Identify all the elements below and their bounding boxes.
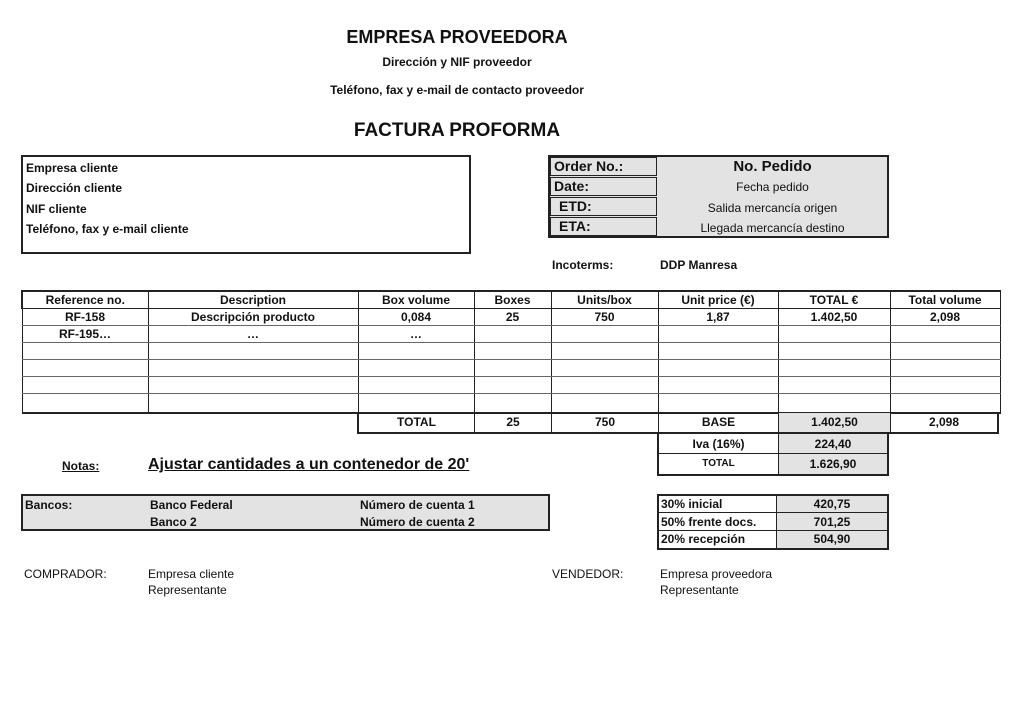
payment-label: 50% frente docs.: [659, 513, 777, 531]
col-header-boxes: Boxes: [474, 291, 551, 309]
payment-value: 701,25: [777, 513, 887, 531]
totals-row: [357, 413, 999, 434]
bank-account: Número de cuenta 2: [360, 515, 475, 529]
base-value: 1.402,50: [779, 413, 891, 432]
tax-summary: [657, 434, 889, 476]
totals-boxes: 25: [475, 413, 552, 432]
grand-total-label: TOTAL: [659, 454, 779, 474]
cell-description: [148, 343, 358, 360]
cell-units-box: [551, 360, 658, 377]
table-row: [22, 377, 1000, 394]
supplier-contact: Teléfono, fax y e-mail de contacto proveedor: [330, 83, 584, 97]
incoterms-value: DDP Manresa: [660, 258, 738, 272]
cell-total-volume: [890, 343, 1000, 360]
supplier-name: EMPRESA PROVEEDORA: [346, 27, 568, 47]
client-info-box: [21, 155, 471, 254]
cell-box-volume: [358, 394, 474, 414]
cell-boxes: [474, 377, 551, 394]
cell-box-volume: [358, 377, 474, 394]
cell-total-volume: [890, 377, 1000, 394]
order-info-box: [548, 155, 889, 238]
client-nif: NIF cliente: [26, 202, 87, 216]
banks-label: Bancos:: [25, 498, 73, 512]
cell-unit-price: [658, 394, 778, 414]
cell-total-volume: [890, 394, 1000, 414]
cell-total: [778, 360, 890, 377]
cell-reference: RF-195…: [22, 326, 148, 343]
cell-boxes: [474, 343, 551, 360]
cell-unit-price: 1,87: [658, 309, 778, 326]
client-company: Empresa cliente: [26, 161, 119, 175]
cell-total: [778, 343, 890, 360]
cell-units-box: [551, 377, 658, 394]
cell-total-volume: [890, 360, 1000, 377]
notes-text: Ajustar cantidades a un contenedor de 20': [148, 456, 470, 473]
cell-reference: [22, 343, 148, 360]
cell-box-volume: …: [358, 326, 474, 343]
cell-units-box: [551, 394, 658, 414]
cell-units-box: [551, 326, 658, 343]
client-address: Dirección cliente: [26, 181, 123, 195]
cell-box-volume: 0,084: [358, 309, 474, 326]
cell-boxes: [474, 360, 551, 377]
cell-boxes: 25: [474, 309, 551, 326]
payment-value: 504,90: [777, 531, 887, 548]
incoterms-label: Incoterms:: [552, 258, 614, 272]
totals-label: TOTAL: [359, 413, 475, 432]
cell-description: Descripción producto: [148, 309, 358, 326]
cell-total: [778, 377, 890, 394]
order-no-value: No. Pedido: [733, 158, 812, 175]
cell-box-volume: [358, 360, 474, 377]
payment-schedule: [657, 494, 889, 550]
table-row: [22, 343, 1000, 360]
bank-account: Número de cuenta 1: [360, 498, 475, 512]
cell-total: [778, 326, 890, 343]
seller-company: Empresa proveedora: [660, 567, 773, 581]
bank-name: Banco 2: [150, 515, 197, 529]
table-header-row: [22, 291, 1000, 309]
cell-unit-price: [658, 377, 778, 394]
banks-box: [21, 494, 550, 531]
order-no-label: Order No.:: [550, 157, 657, 176]
col-header-units-box: Units/box: [551, 291, 658, 309]
buyer-company: Empresa cliente: [148, 567, 235, 581]
eta-label: ETA:: [550, 217, 657, 236]
document-title: FACTURA PROFORMA: [353, 120, 561, 141]
totals-units: 750: [552, 413, 659, 432]
cell-boxes: [474, 326, 551, 343]
cell-reference: [22, 360, 148, 377]
seller-representative: Representante: [660, 583, 739, 597]
table-row: [22, 394, 1000, 414]
col-header-reference: Reference no.: [22, 291, 148, 309]
cell-box-volume: [358, 343, 474, 360]
cell-boxes: [474, 394, 551, 414]
table-row: [22, 326, 1000, 343]
table-row: [22, 309, 1000, 326]
cell-total-volume: [890, 326, 1000, 343]
bank-name: Banco Federal: [150, 498, 233, 512]
totals-volume: 2,098: [928, 415, 960, 429]
etd-value: Salida mercancía origen: [707, 201, 838, 215]
cell-total: [778, 394, 890, 414]
buyer-label: COMPRADOR:: [24, 567, 107, 581]
date-value: Fecha pedido: [736, 180, 809, 194]
grand-total-value: 1.626,90: [779, 454, 887, 474]
buyer-representative: Representante: [148, 583, 227, 597]
payment-value: 420,75: [777, 496, 887, 513]
cell-reference: RF-158: [22, 309, 148, 326]
etd-label: ETD:: [550, 197, 657, 216]
payment-label: 20% recepción: [659, 531, 777, 548]
table-row: [22, 360, 1000, 377]
col-header-total: TOTAL €: [778, 291, 890, 309]
col-header-total-volume: Total volume: [890, 291, 1000, 309]
cell-total-volume: 2,098: [890, 309, 1000, 326]
cell-total: 1.402,50: [778, 309, 890, 326]
seller-label: VENDEDOR:: [552, 567, 624, 581]
cell-description: [148, 377, 358, 394]
cell-units-box: [551, 343, 658, 360]
iva-value: 224,40: [779, 434, 887, 454]
eta-value: Llegada mercancía destino: [700, 221, 845, 235]
cell-description: [148, 394, 358, 414]
col-header-unit-price: Unit price (€): [658, 291, 778, 309]
supplier-address-nif: Dirección y NIF proveedor: [382, 55, 532, 69]
items-table: [21, 290, 1001, 414]
cell-description: [148, 360, 358, 377]
cell-reference: [22, 394, 148, 414]
col-header-description: Description: [148, 291, 358, 309]
client-contact: Teléfono, fax y e-mail cliente: [26, 222, 189, 236]
cell-unit-price: [658, 326, 778, 343]
col-header-box-volume: Box volume: [358, 291, 474, 309]
payment-label: 30% inicial: [659, 496, 777, 513]
cell-units-box: 750: [551, 309, 658, 326]
iva-label: Iva (16%): [659, 434, 779, 454]
base-label: BASE: [659, 413, 779, 432]
notes-label: Notas:: [62, 459, 100, 473]
cell-description: …: [148, 326, 358, 343]
cell-unit-price: [658, 360, 778, 377]
cell-unit-price: [658, 343, 778, 360]
cell-reference: [22, 377, 148, 394]
date-label: Date:: [550, 177, 657, 196]
